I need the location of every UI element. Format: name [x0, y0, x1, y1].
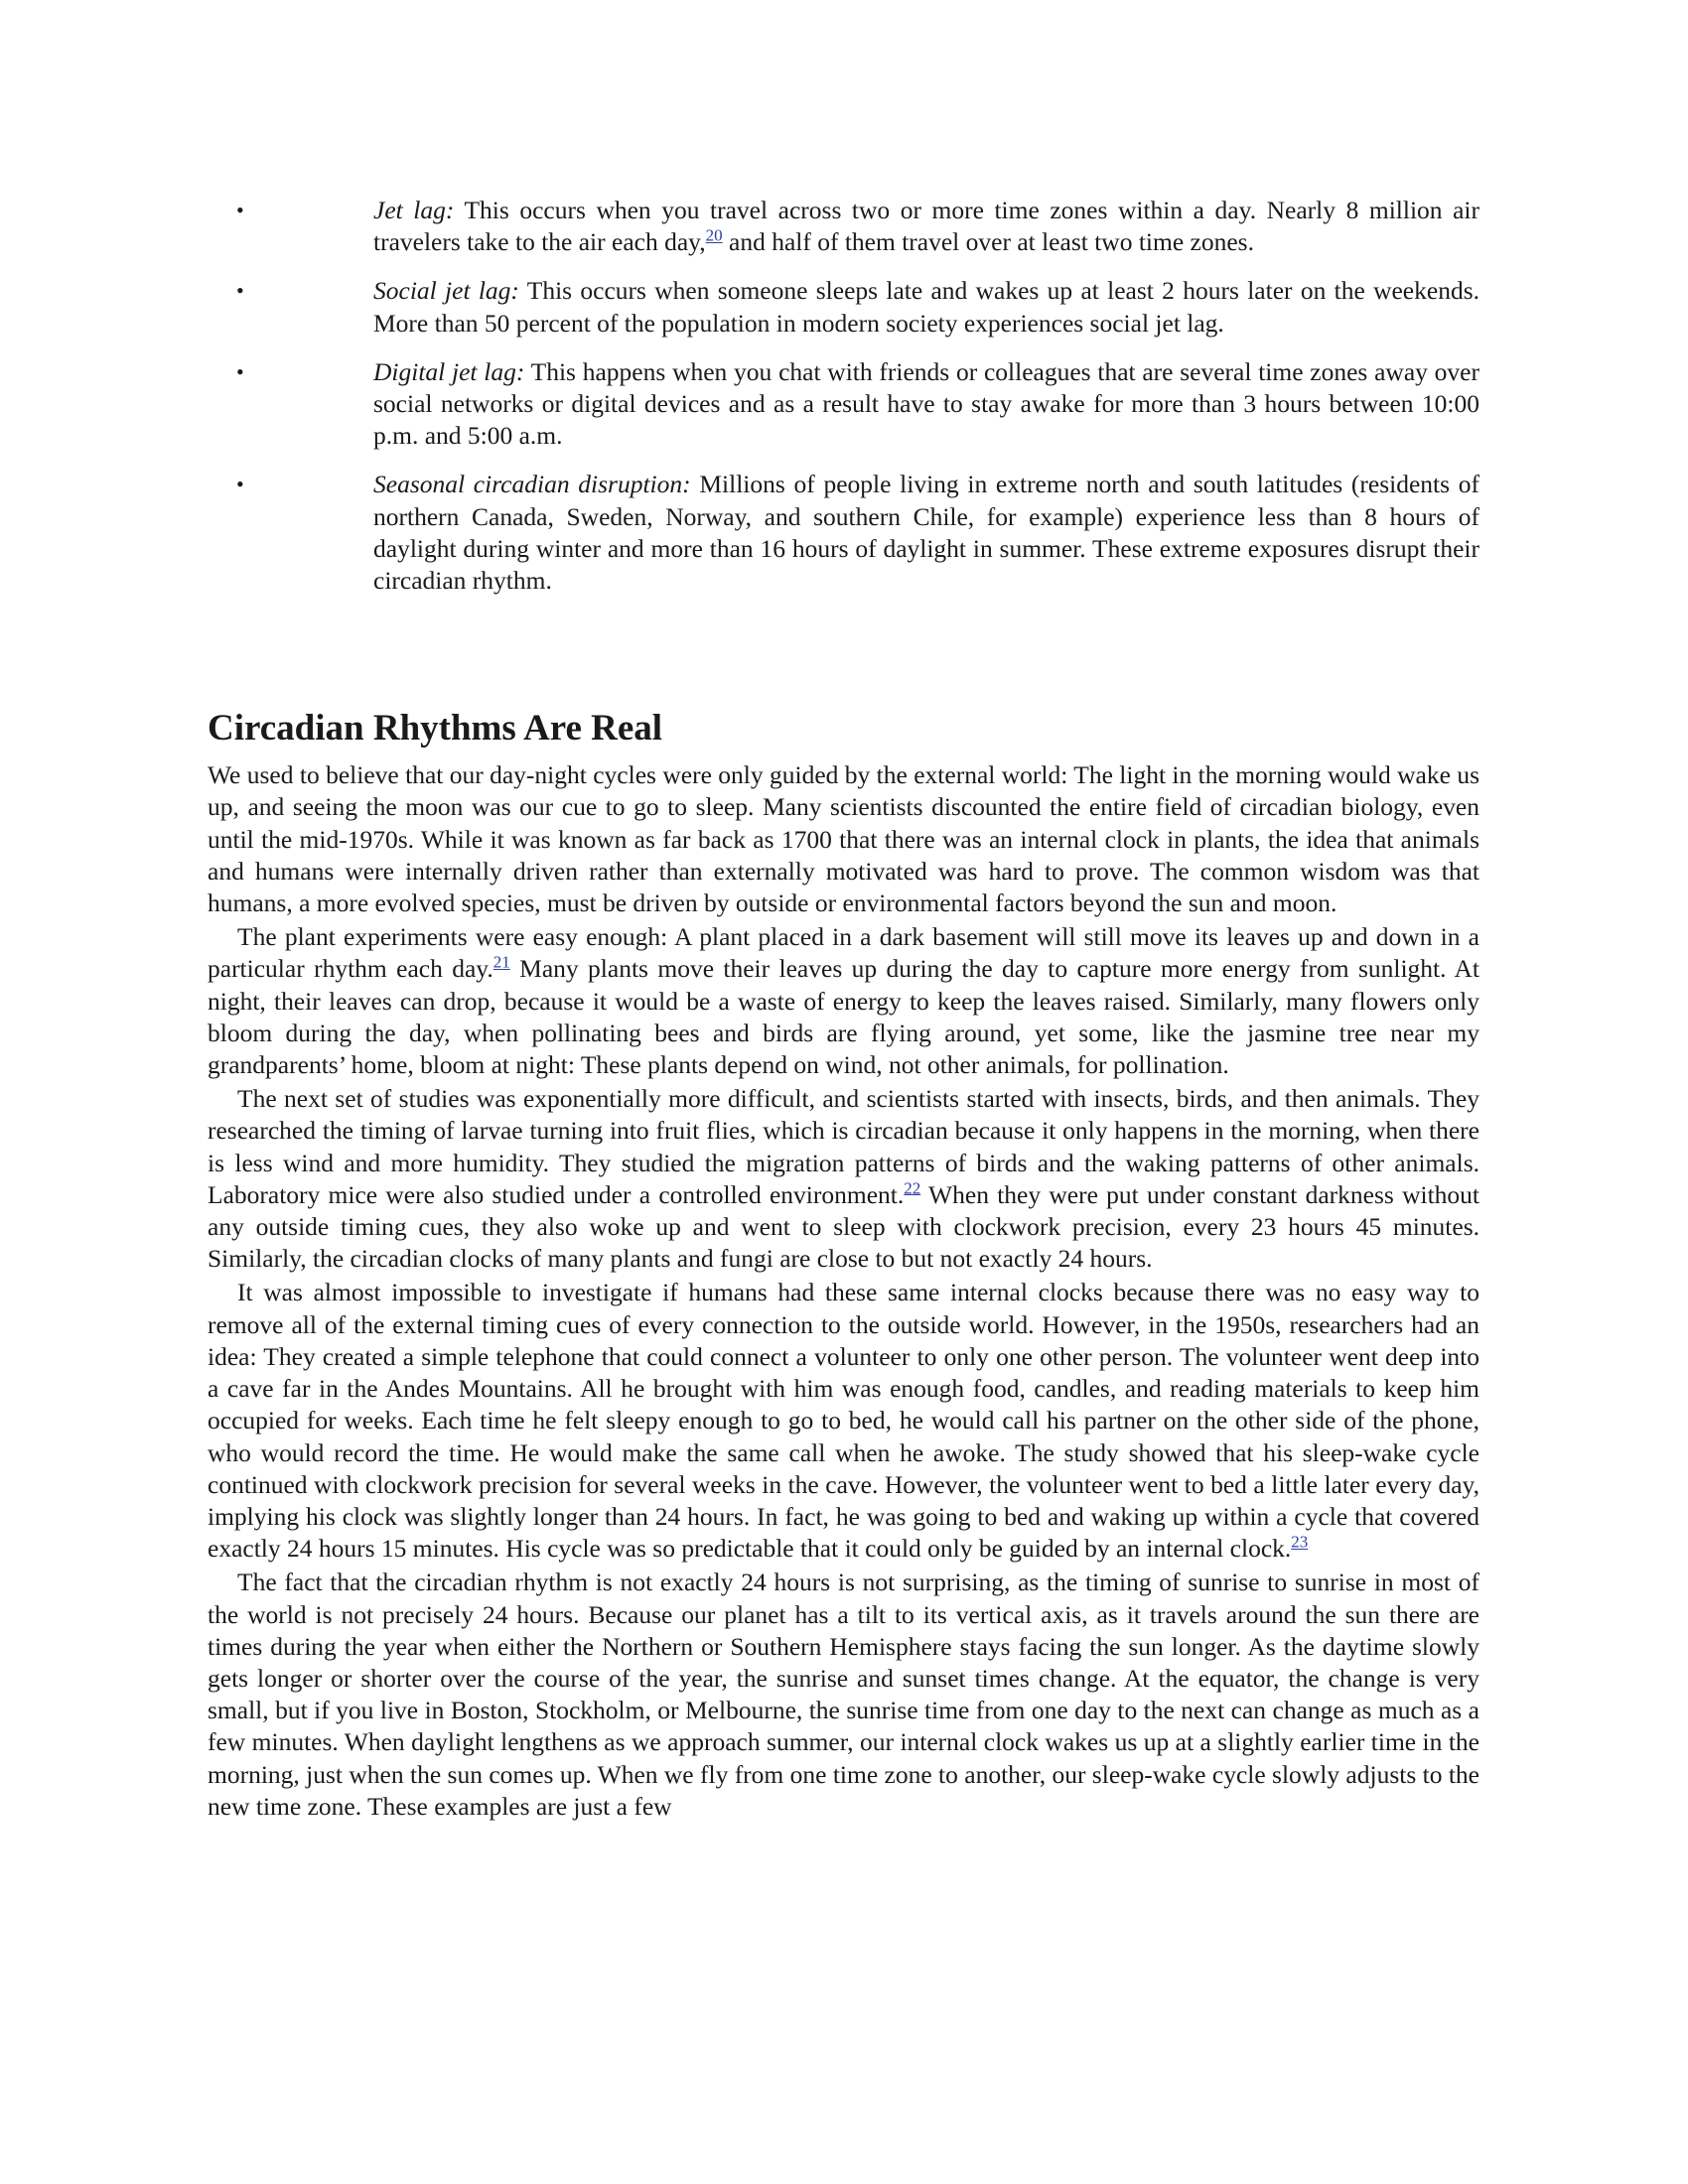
bullet-text: This occurs when you travel across two or more time zones within a day. Nearly 8 million air travelers take to the air each day,	[373, 196, 1479, 257]
document-page	[208, 195, 1479, 1823]
bullet-icon: •	[236, 198, 244, 222]
bullet-icon: •	[236, 358, 244, 384]
bullet-term: Seasonal circadian disruption:	[373, 470, 691, 499]
footnote-link-21[interactable]: 21	[492, 952, 510, 972]
bullet-term: Jet lag:	[373, 196, 455, 224]
bullet-text-after: and half of them travel over at least two time zones.	[722, 227, 1254, 257]
section-heading: Circadian Rhythms Are Real	[208, 708, 663, 750]
bullet-term: Digital jet lag:	[373, 356, 525, 386]
footnote-link-22[interactable]: 22	[904, 1178, 921, 1198]
footnote-link-20[interactable]: 20	[705, 225, 723, 245]
paragraph-text: The plant experiments were easy enough: A plant placed in a dark basement will still move its leaves up and down in a particular rhythm each day.	[208, 922, 1479, 984]
bullet-text: This occurs when someone sleeps late and wakes up at least 2 hours later on the weekends. More than 50 percent of the population in modern society experiences social jet lag.	[373, 276, 1479, 338]
footnote-link-23[interactable]: 23	[1291, 1532, 1309, 1552]
bullet-text: Millions of people living in extreme north and south latitudes (residents of northern Canada, Sweden, Norway, and southern Chile, for example) experience less than 8 hours of daylight during winter and more than 16 hours of daylight in summer. These extreme exposures disrupt their circadian rhythm.	[373, 470, 1479, 596]
paragraph-text: The fact that the circadian rhythm is not exactly 24 hours is not surprising, as the timing of sunrise to sunrise in most of the world is not precisely 24 hours. Because our planet has a tilt to its vertical axis, as it travels around the sun there are times during the year when either the Northern or Southern Hemisphere stays facing the sun longer. As the daytime slowly gets longer or shorter over the course of the year, the sunrise and sunset times change. At the equator, the change is very small, but if you live in Boston, Stockholm, or Melbourne, the sunrise time from one day to the next can change as much as a few minutes. When daylight lengthens as we approach summer, our internal clock wakes us up at a slightly earlier time in the morning, just when the sun comes up. When we fly from one time zone to another, our sleep-wake cycle slowly adjusts to the new time zone. These examples are just a few	[208, 1568, 1479, 1821]
paragraph-text: It was almost impossible to investigate if humans had these same internal clocks because there was no easy way to remove all of the external timing cues of every connection to the outside world. However, in the 1950s, researchers had an idea: They created a simple telephone that could connect a volunteer to only one other person. The volunteer went deep into a cave far in the Andes Mountains. All he brought with him was enough food, candles, and reading materials to keep him occupied for weeks. Each time he felt sleepy enough to go to bed, he would call his partner on the other side of the phone, who would record the time. He would make the same call when he awoke. The study showed that his sleep-wake cycle continued with clockwork precision for several weeks in the cave. However, the volunteer went to bed a little later every day, implying his clock was slightly longer than 24 hours. In fact, he was going to bed and waking up within a cycle that covered exactly 24 hours 15 minutes. His cycle was so predictable that it could only be guided by an internal clock.	[208, 1278, 1479, 1564]
body-paragraph-2	[208, 921, 1479, 1081]
paragraph-text-after: Many plants move their leaves up during the day to capture more energy from sunlight. At night, their leaves can drop, because it would be a waste of energy to keep the leaves raised. Similarly, many flowers only bloom during the day, when pollinating bees and birds are flying around, yet some, like the jasmine tree near my grandparents’ home, bloom at night: These plants depend on wind, not other animals, for pollination.	[208, 954, 1479, 1080]
body-paragraph-3	[208, 1083, 1479, 1275]
paragraph-text-after: When they were put under constant darkness without any outside timing cues, they also woke up and went to sleep with clockwork precision, every 23 hours 45 minutes. Similarly, the circadian clocks of many plants and fungi are close to but not exactly 24 hours.	[208, 1179, 1479, 1274]
bullet-icon: •	[236, 472, 244, 497]
jet-lag-bullet-list	[208, 195, 1479, 597]
bullet-term: Social jet lag:	[373, 276, 519, 306]
body-paragraph-5	[208, 1567, 1479, 1823]
bullet-item-jet-lag	[208, 195, 1479, 258]
paragraph-text: We used to believe that our day-night cycles were only guided by the external world: The light in the morning would wake us up, and seeing the moon was our cue to go to sleep. Many scientists discounted the entire field of circadian biology, even until the mid-1970s. While it was known as far back as 1700 that there was an internal clock in plants, the idea that animals and humans were internally driven rather than externally motivated was hard to prove. The common wisdom was that humans, a more evolved species, must be driven by outside or environmental factors beyond the sun and moon.	[208, 760, 1479, 918]
bullet-item-social-jet-lag	[208, 275, 1479, 339]
body-paragraph-4	[208, 1277, 1479, 1565]
bullet-item-digital-jet-lag	[208, 356, 1479, 453]
paragraph-text: The next set of studies was exponentially more difficult, and scientists started with insects, birds, and then animals. They researched the timing of larvae turning into fruit flies, which is circadian because it only happens in the morning, when there is less wind and more humidity. They studied the migration patterns of birds and the waking patterns of other animals. Laboratory mice were also studied under a controlled environment.	[208, 1084, 1479, 1209]
bullet-icon: •	[236, 278, 244, 304]
body-paragraph-1	[208, 759, 1479, 919]
bullet-text: This happens when you chat with friends or colleagues that are several time zones away over social networks or digital devices and as a result have to stay awake for more than 3 hours between 10:00 p.m. and 5:00 a.m.	[373, 356, 1479, 451]
bullet-item-seasonal-disruption	[208, 469, 1479, 597]
